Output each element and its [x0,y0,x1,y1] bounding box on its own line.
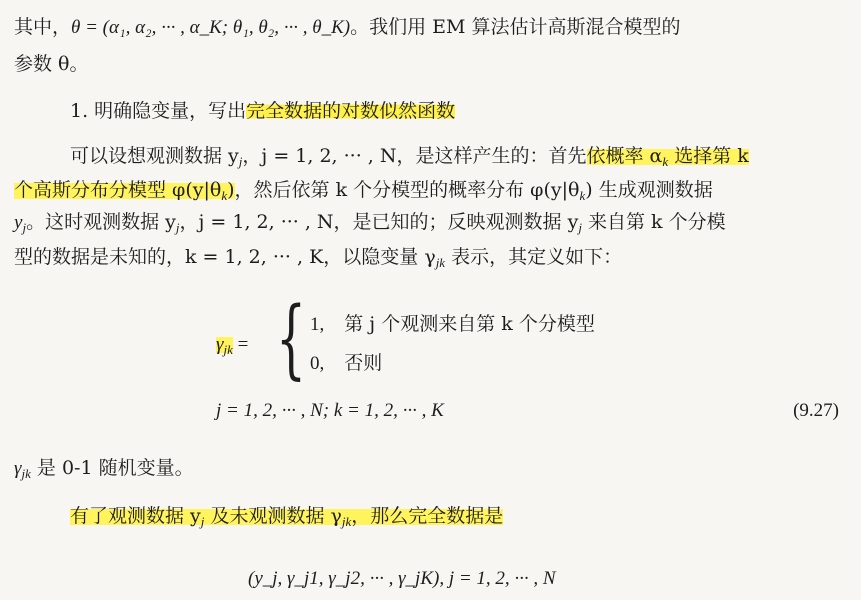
subscript: k [579,188,586,203]
case-text: 否则 [344,352,383,374]
math-var: y [14,212,23,233]
text-segment: 其中， [14,16,72,38]
highlight-text: 依概率 α [586,145,663,167]
paragraph-line-2 [14,177,713,205]
text-segment: 是 0-1 随机变量。 [30,457,194,479]
text-segment: ) 生成观测数据 [585,179,713,201]
math-range: j = 1, 2, ··· , N; k = 1, 2, ··· , K [216,400,444,421]
highlight-text: ，那么完全数据是 [351,505,504,527]
text-segment: 。这时观测数据 y [26,211,176,233]
highlight-text: 及未观测数据 γ [204,505,342,527]
subscript: j [200,514,205,529]
text-segment: ，然后依第 k 个分模型的概率分布 φ(y|θ [234,179,580,201]
text-line-2 [14,51,88,77]
heading-highlight: 完全数据的对数似然函数 [246,100,456,122]
subscript: jk [223,342,233,357]
paragraph-line-4 [14,244,622,272]
subscript: jk [435,255,446,270]
case-value: 1, [310,314,325,335]
text-segment: 可以设想观测数据 y [70,145,239,167]
math-complete-data: (y_j, γ_j1, γ_j2, ··· , γ_jK), j = 1, 2, ··· , N [248,568,556,589]
text-segment: 表示，其定义如下： [445,246,623,268]
subscript: jk [21,466,31,481]
highlight-text: 选择第 k [668,145,749,167]
math-parameters: θ = (α₁, α₂, ··· , α_K; θ₁, θ₂, ··· , θ_K) [71,17,351,38]
subscript: k [221,188,228,203]
case-value: 0, [310,353,325,374]
text-segment: 型的数据是未知的，k = 1, 2, ··· , K，以隐变量 γ [14,246,436,268]
equals-sign: = [232,334,249,355]
subscript: j [238,154,243,169]
text-segment: 参数 θ。 [14,53,89,75]
case-text: 第 j 个观测来自第 k 个分模型 [344,313,595,335]
case-1 [310,311,595,338]
equation-range [216,397,444,424]
text-segment: 。我们用 EM 算法估计高斯混合模型的 [350,16,681,38]
text-segment: ，j = 1, 2, ··· , N，是已知的；反映观测数据 y [179,211,579,233]
left-brace-icon: { [276,289,307,389]
subscript: j [578,220,582,235]
paragraph-line-6 [70,503,503,531]
section-heading [70,98,455,124]
equation-number-text: (9.27) [793,400,839,421]
equation-number [793,397,839,424]
math-gamma: γ [216,334,224,355]
subscript: j [22,220,27,235]
highlight-text: 有了观测数据 y [70,505,201,527]
heading-text: 1. 明确隐变量，写出 [70,100,247,122]
paragraph-line-3 [14,209,726,237]
subscript: j [175,220,180,235]
highlight-text: 个高斯分布分模型 φ(y|θ [14,179,222,201]
text-segment: 来自第 k 个分模 [581,211,726,233]
subscript: k [662,154,669,169]
case-2 [310,350,382,377]
equation-lhs [216,331,248,359]
paragraph-line-1 [70,143,749,171]
subscript: jk [341,514,352,529]
highlight-text: ) [227,179,235,201]
equation-complete-data [248,565,556,592]
text-line-1 [14,14,681,41]
text-segment: ，j = 1, 2, ··· , N，是这样产生的：首先 [242,145,587,167]
paragraph-line-5 [14,455,194,483]
math-gamma: γ [14,458,22,479]
